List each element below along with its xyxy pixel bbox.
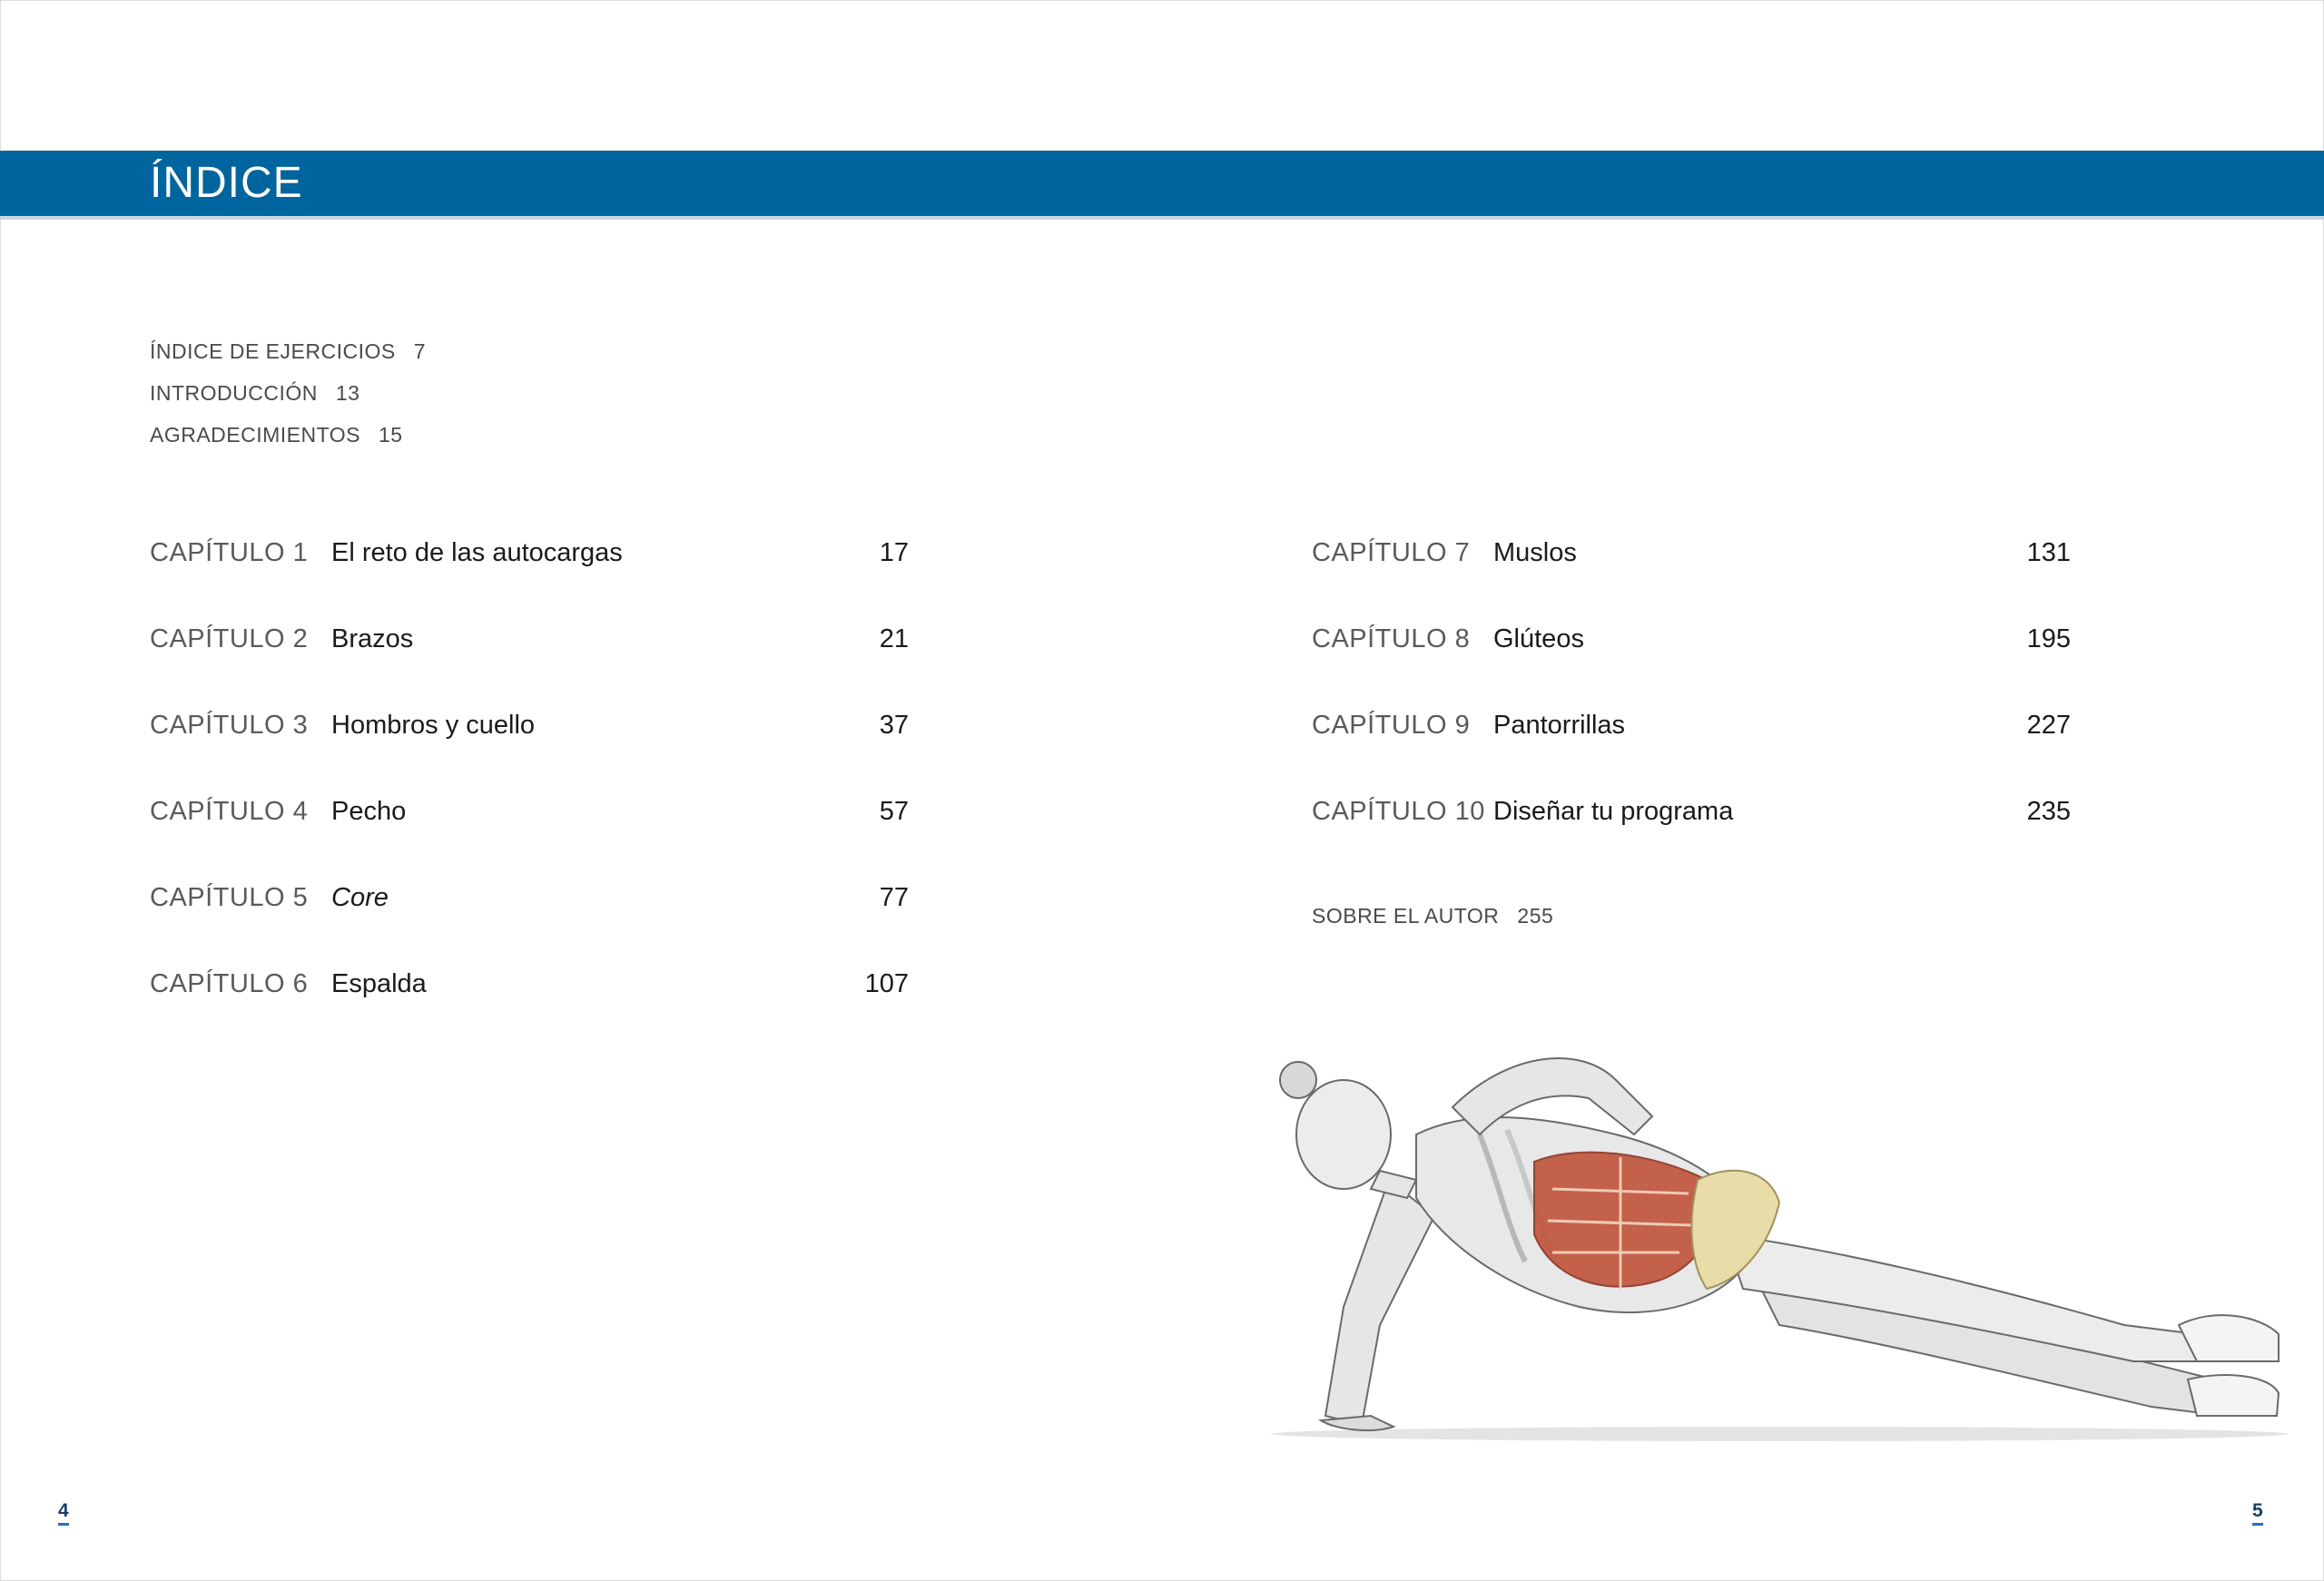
about-page: 255	[1517, 904, 1554, 928]
toc-column-right	[1312, 530, 2071, 875]
chapter-title: Espalda	[331, 969, 427, 998]
page-title: ÍNDICE	[150, 159, 303, 207]
chapter-page: 195	[2026, 624, 2071, 653]
chapter-number: CAPÍTULO 2	[150, 624, 309, 653]
chapter-title: Hombros y cuello	[331, 711, 536, 740]
chapter-number: CAPÍTULO 10	[1312, 797, 1485, 826]
chapter-title: Pantorrillas	[1493, 711, 1626, 740]
page-number-right: 5	[2252, 1500, 2263, 1526]
chapter-page: 17	[879, 538, 909, 567]
side-plank-anatomy-illustration	[1235, 1035, 2288, 1452]
front-matter-page: 13	[335, 381, 360, 405]
front-matter-item[interactable]	[150, 339, 426, 381]
toc-entry[interactable]	[150, 616, 909, 702]
toc-entry[interactable]	[1312, 530, 2071, 616]
toc-entry[interactable]	[150, 530, 909, 616]
chapter-number: CAPÍTULO 3	[150, 711, 309, 740]
front-matter-item[interactable]	[150, 423, 426, 465]
toc-entry[interactable]	[150, 961, 909, 1047]
chapter-title: Pecho	[331, 797, 407, 826]
chapter-page: 37	[879, 711, 909, 740]
chapter-title: Core	[331, 883, 389, 912]
header-banner	[0, 151, 2324, 220]
chapter-title: Glúteos	[1493, 624, 1584, 653]
chapter-number: CAPÍTULO 7	[1312, 538, 1471, 567]
chapter-number: CAPÍTULO 5	[150, 883, 309, 912]
about-label: SOBRE EL AUTOR	[1312, 904, 1500, 928]
front-matter-list	[150, 339, 426, 465]
chapter-page: 57	[879, 797, 909, 826]
about-author-entry[interactable]	[1312, 904, 1553, 928]
chapter-number: CAPÍTULO 1	[150, 538, 309, 567]
toc-entry[interactable]	[150, 702, 909, 789]
chapter-title: Brazos	[331, 624, 414, 653]
chapter-page: 21	[879, 624, 909, 653]
chapter-page: 77	[879, 883, 909, 912]
front-matter-page: 7	[413, 339, 427, 363]
chapter-page: 235	[2026, 797, 2071, 826]
toc-entry[interactable]	[150, 875, 909, 961]
toc-entry[interactable]	[150, 789, 909, 875]
front-matter-item[interactable]	[150, 381, 426, 423]
chapter-number: CAPÍTULO 8	[1312, 624, 1471, 653]
chapter-title: Diseñar tu programa	[1493, 797, 1734, 826]
page-number-left: 4	[58, 1500, 69, 1526]
chapter-title: Muslos	[1493, 538, 1577, 567]
toc-column-left	[150, 530, 909, 1047]
toc-entry[interactable]	[1312, 702, 2071, 789]
front-matter-label: INTRODUCCIÓN	[150, 381, 318, 405]
chapter-number: CAPÍTULO 4	[150, 797, 309, 826]
chapter-page: 227	[2026, 711, 2071, 740]
chapter-number: CAPÍTULO 9	[1312, 711, 1471, 740]
chapter-page: 131	[2026, 538, 2071, 567]
toc-entry[interactable]	[1312, 789, 2071, 875]
chapter-title: El reto de las autocargas	[331, 538, 623, 567]
front-matter-page: 15	[379, 423, 403, 447]
front-matter-label: AGRADECIMIENTOS	[150, 423, 360, 447]
front-matter-label: ÍNDICE DE EJERCICIOS	[150, 339, 396, 363]
toc-entry[interactable]	[1312, 616, 2071, 702]
chapter-page: 107	[864, 969, 909, 998]
chapter-number: CAPÍTULO 6	[150, 969, 309, 998]
